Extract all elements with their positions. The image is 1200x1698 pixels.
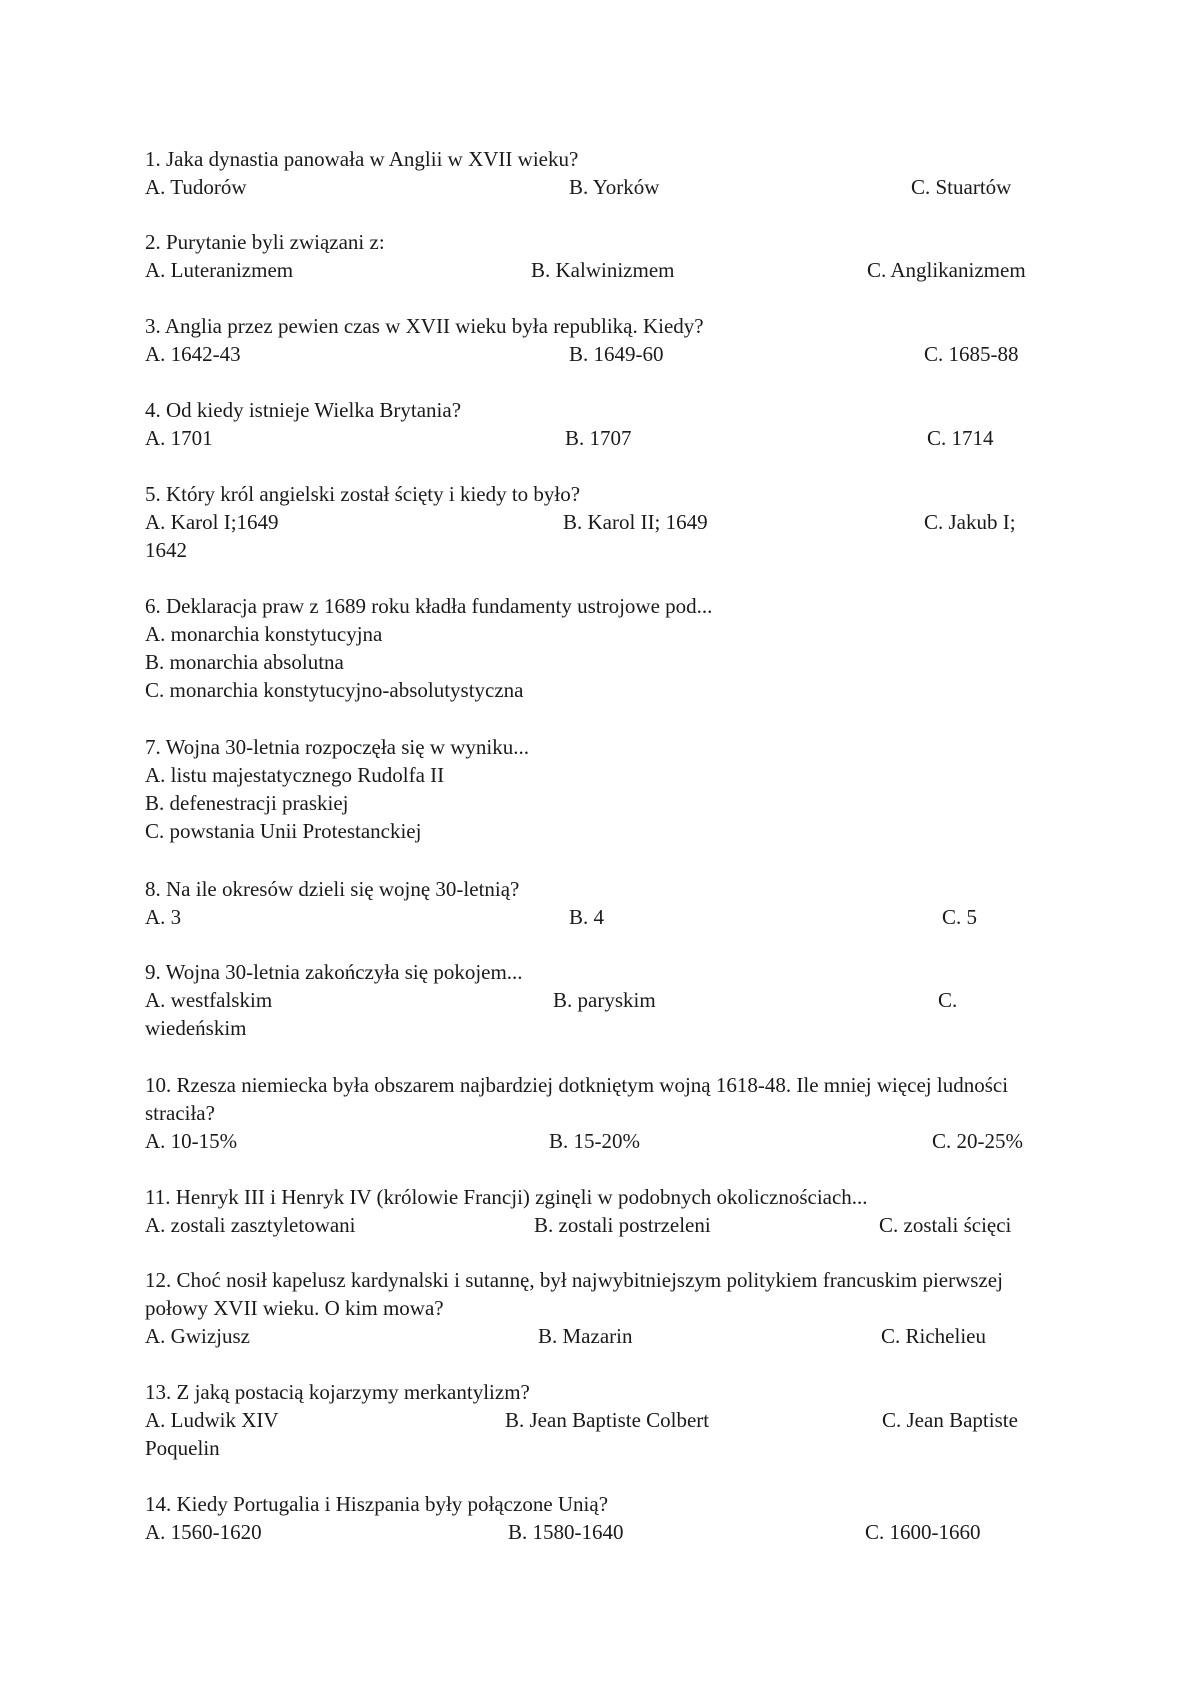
option-a: A. Gwizjusz xyxy=(145,1324,250,1348)
question-2 xyxy=(145,228,1065,284)
option-c: C. Anglikanizmem xyxy=(867,258,1026,282)
option-a: A. listu majestatycznego Rudolfa II xyxy=(145,763,445,787)
question-text: 13. Z jaką postacią kojarzymy merkantylizm? xyxy=(145,1380,530,1404)
question-text: 2. Purytanie byli związani z: xyxy=(145,230,385,254)
option-b: B. 4 xyxy=(569,905,605,929)
option-b: B. Yorków xyxy=(569,175,660,199)
question-text: 1. Jaka dynastia panowała w Anglii w XVII wieku? xyxy=(145,147,579,171)
option-a: A. Karol I;1649 xyxy=(145,510,279,534)
option-b: B. paryskim xyxy=(553,988,656,1012)
answer-row xyxy=(145,1127,1065,1155)
answer-row xyxy=(145,256,1065,284)
option-a: A. Luteranizmem xyxy=(145,258,294,282)
question-text: 11. Henryk III i Henryk IV (królowie Francji) zginęli w podobnych okolicznościach... xyxy=(145,1185,868,1209)
option-b: B. 15-20% xyxy=(549,1129,640,1153)
answer-row xyxy=(145,986,1065,1014)
option-b: B. 1649-60 xyxy=(569,342,664,366)
option-a: A. Ludwik XIV xyxy=(145,1408,279,1432)
option-a: A. 1560-1620 xyxy=(145,1520,262,1544)
question-text: 4. Od kiedy istnieje Wielka Brytania? xyxy=(145,398,462,422)
option-b: B. defenestracji praskiej xyxy=(145,791,349,815)
option-a: A. 1701 xyxy=(145,426,213,450)
question-1 xyxy=(145,145,1065,201)
question-4 xyxy=(145,396,1065,452)
option-c: C. xyxy=(938,988,958,1012)
question-3 xyxy=(145,312,1065,368)
question-text: 9. Wojna 30-letnia zakończyła się pokojem... xyxy=(145,960,523,984)
question-13 xyxy=(145,1378,1065,1462)
option-c: C. 1714 xyxy=(927,426,994,450)
option-c-continuation: Poquelin xyxy=(145,1436,220,1460)
answer-row xyxy=(145,340,1065,368)
option-b: B. zostali postrzeleni xyxy=(534,1213,711,1237)
option-b: B. Mazarin xyxy=(538,1324,633,1348)
option-c: C. 20-25% xyxy=(932,1129,1023,1153)
option-c: C. zostali ścięci xyxy=(879,1213,1012,1237)
option-b: B. 1580-1640 xyxy=(508,1520,624,1544)
option-c: C. Stuartów xyxy=(911,175,1012,199)
answer-row xyxy=(145,173,1065,201)
option-c: C. monarchia konstytucyjno-absolutystyczna xyxy=(145,678,524,702)
question-text: 8. Na ile okresów dzieli się wojnę 30-letnią? xyxy=(145,877,520,901)
question-text: 14. Kiedy Portugalia i Hiszpania były połączone Unią? xyxy=(145,1492,609,1516)
answer-row xyxy=(145,508,1065,536)
question-5 xyxy=(145,480,1065,564)
option-c: C. 1685-88 xyxy=(924,342,1019,366)
question-10 xyxy=(145,1071,1065,1155)
question-text: 5. Który król angielski został ścięty i kiedy to było? xyxy=(145,482,581,506)
option-b: B. monarchia absolutna xyxy=(145,650,344,674)
question-text: 6. Deklaracja praw z 1689 roku kładła fundamenty ustrojowe pod... xyxy=(145,594,713,618)
question-text: 7. Wojna 30-letnia rozpoczęła się w wyniku... xyxy=(145,735,529,759)
answer-row xyxy=(145,1406,1065,1434)
question-11 xyxy=(145,1183,1065,1239)
option-c: C. powstania Unii Protestanckiej xyxy=(145,819,422,843)
option-a: A. Tudorów xyxy=(145,175,247,199)
answer-row xyxy=(145,1322,1065,1350)
question-text: 12. Choć nosił kapelusz kardynalski i sutannę, był najwybitniejszym politykiem francuskim pierwszej połowy XVII wieku. O kim mowa? xyxy=(145,1268,1003,1320)
option-c-continuation: wiedeńskim xyxy=(145,1016,247,1040)
question-8 xyxy=(145,875,1065,931)
question-7 xyxy=(145,733,1065,845)
option-b: B. Karol II; 1649 xyxy=(563,510,708,534)
answer-row xyxy=(145,1211,1065,1239)
question-12 xyxy=(145,1266,1065,1350)
question-6 xyxy=(145,592,1065,704)
option-a: A. westfalskim xyxy=(145,988,273,1012)
option-c: C. Jean Baptiste xyxy=(882,1408,1018,1432)
option-c: C. 5 xyxy=(942,905,978,929)
question-text: 10. Rzesza niemiecka była obszarem najbardziej dotkniętym wojną 1618-48. Ile mniej więcej ludności straciła? xyxy=(145,1073,1009,1125)
question-9 xyxy=(145,958,1065,1042)
answer-row xyxy=(145,903,1065,931)
answer-row xyxy=(145,424,1065,452)
answer-row xyxy=(145,1518,1065,1546)
option-a: A. 3 xyxy=(145,905,182,929)
option-c: C. Jakub I; xyxy=(924,510,1016,534)
option-b: B. 1707 xyxy=(565,426,632,450)
option-a: A. 1642-43 xyxy=(145,342,241,366)
option-c-continuation: 1642 xyxy=(145,538,187,562)
option-a: A. monarchia konstytucyjna xyxy=(145,622,383,646)
option-c: C. Richelieu xyxy=(881,1324,986,1348)
question-14 xyxy=(145,1490,1065,1546)
option-b: B. Jean Baptiste Colbert xyxy=(505,1408,710,1432)
option-c: C. 1600-1660 xyxy=(865,1520,981,1544)
option-a: A. 10-15% xyxy=(145,1129,238,1153)
option-a: A. zostali zasztyletowani xyxy=(145,1213,356,1237)
option-b: B. Kalwinizmem xyxy=(531,258,675,282)
question-text: 3. Anglia przez pewien czas w XVII wieku była republiką. Kiedy? xyxy=(145,314,704,338)
